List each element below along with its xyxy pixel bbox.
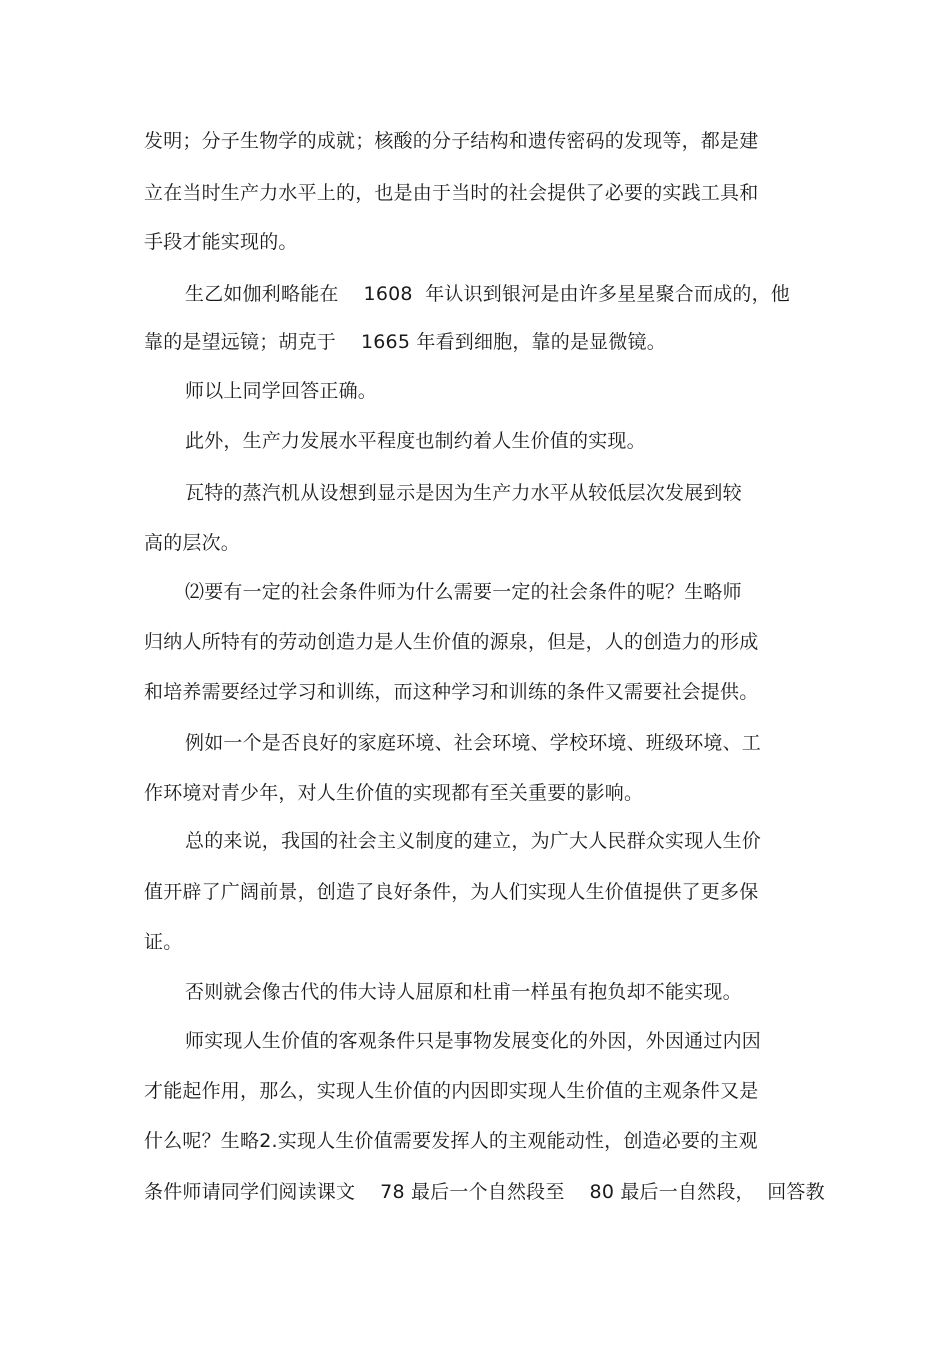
text-line: 师实现人生价值的客观条件只是事物发展变化的外因，外因通过内因 [185,1030,762,1052]
text-line: 作环境对青少年，对人生价值的实现都有至关重要的影响。 [144,782,644,804]
text-line: 证。 [144,931,183,953]
text-line: 发明；分子生物学的成就；核酸的分子结构和遗传密码的发现等，都是建 [144,130,759,152]
text-line: 才能起作用，那么，实现人生价值的内因即实现人生价值的主观条件又是 [144,1080,759,1102]
text-line: 靠的是望远镜；胡克于 1665 年看到细胞，靠的是显微镜。 [144,331,666,353]
text-line: 否则就会像古代的伟大诗人屈原和杜甫一样虽有抱负却不能实现。 [185,981,742,1003]
text-line: 此外，生产力发展水平程度也制约着人生价值的实现。 [185,430,646,452]
text-line: 生乙如伽利略能在 1608 年认识到银河是由许多星星聚合而成的，他 [185,283,790,305]
text-line: 总的来说，我国的社会主义制度的建立，为广大人民群众实现人生价 [185,830,762,852]
text-line: ⑵要有一定的社会条件师为什么需要一定的社会条件的呢？生略师 [185,581,742,603]
text-line: 什么呢？生略2.实现人生价值需要发挥人的主观能动性，创造必要的主观 [144,1130,758,1152]
text-line: 归纳人所特有的劳动创造力是人生价值的源泉，但是，人的创造力的形成 [144,631,759,653]
text-line: 瓦特的蒸汽机从设想到显示是因为生产力水平从较低层次发展到较 [185,482,742,504]
text-line: 高的层次。 [144,532,241,554]
text-line: 手段才能实现的。 [144,231,298,253]
text-line: 值开辟了广阔前景，创造了良好条件，为人们实现人生价值提供了更多保 [144,881,759,903]
text-line: 师以上同学回答正确。 [185,380,378,402]
text-line: 例如一个是否良好的家庭环境、社会环境、学校环境、班级环境、工 [185,732,762,754]
text-line: 条件师请同学们阅读课文 78 最后一个自然段至 80 最后一自然段， 回答教 [144,1181,825,1203]
text-line: 立在当时生产力水平上的，也是由于当时的社会提供了必要的实践工具和 [144,182,759,204]
text-line: 和培养需要经过学习和训练，而这种学习和训练的条件又需要社会提供。 [144,681,759,703]
